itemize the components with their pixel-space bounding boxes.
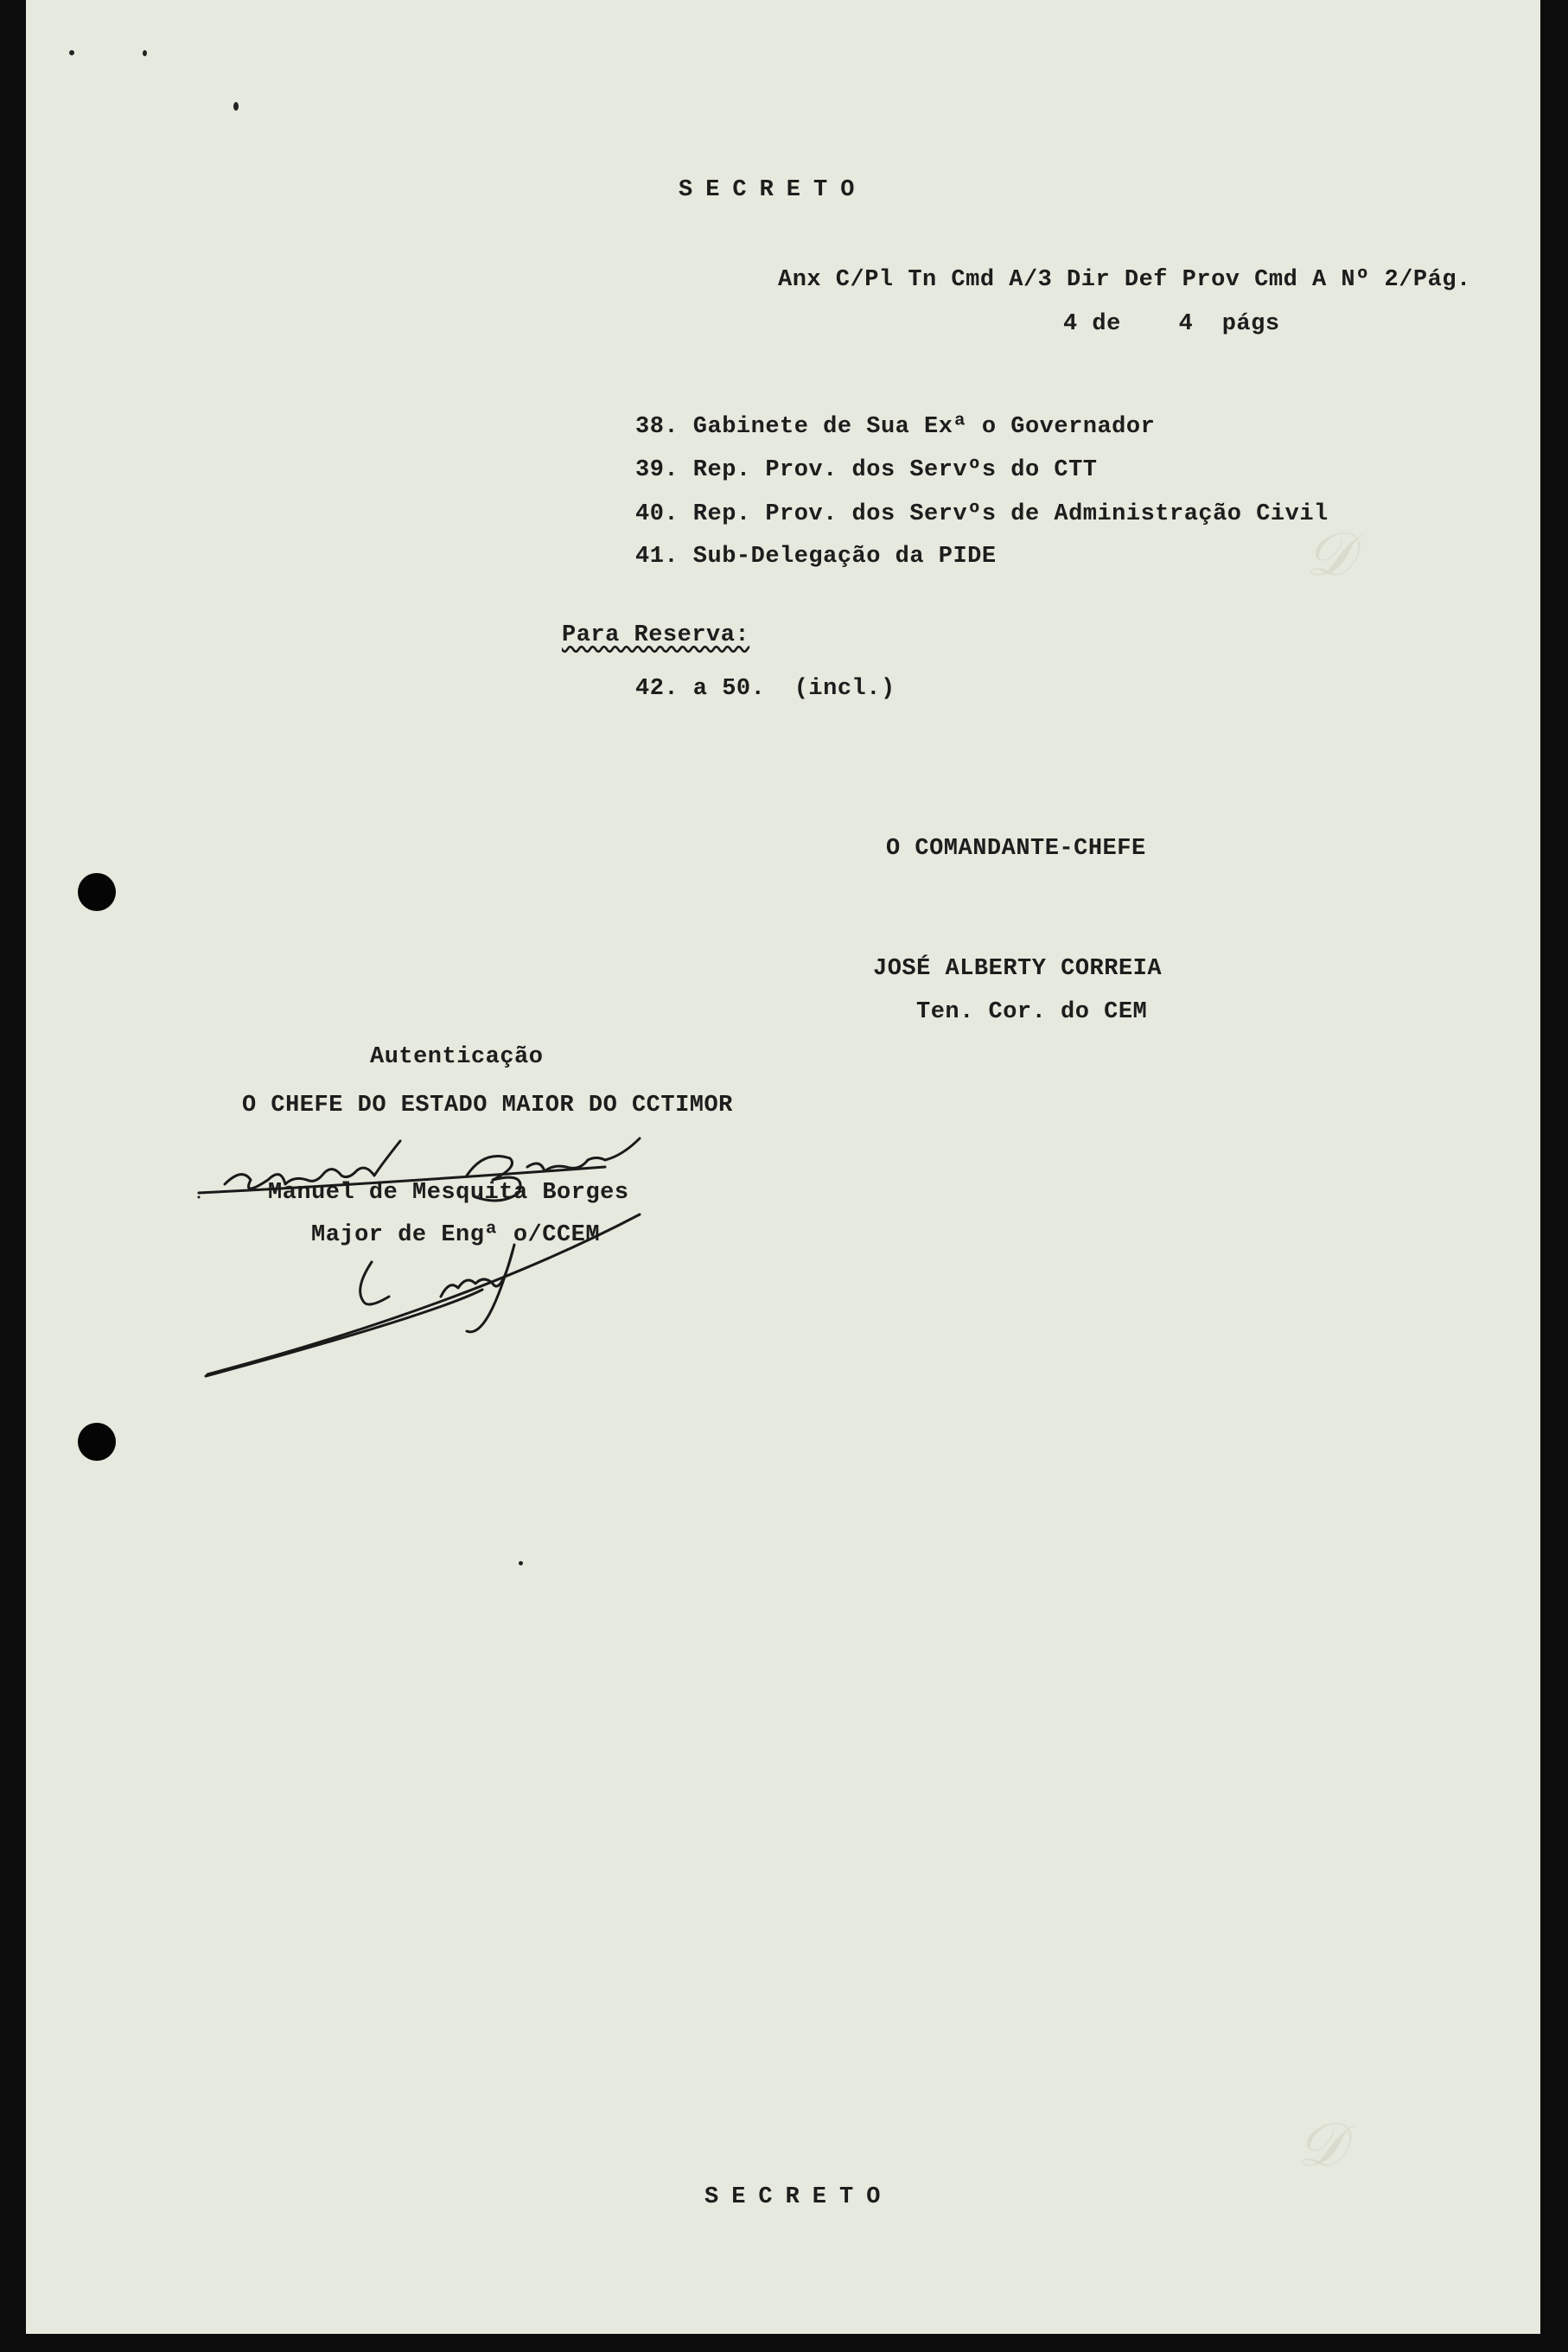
document-page [26,0,1540,2334]
list-item: 40. Rep. Prov. dos Servºs de Administração Civil [635,501,1329,527]
ghost-impression: 𝒟 [1305,519,1354,590]
list-item: 39. Rep. Prov. dos Servºs do CTT [635,457,1098,483]
reference-line: Anx C/Pl Tn Cmd A/3 Dir Def Prov Cmd A Nº 2/Pág. [778,267,1471,293]
authentication-heading: Autenticação [370,1044,544,1070]
commander-title: O COMANDANTE-CHEFE [886,836,1146,862]
punch-hole [78,873,116,911]
authentication-rank: Major de Engª o/CCEM [311,1222,601,1248]
reserve-item: 42. a 50. (incl.) [635,676,896,702]
authentication-name: Manuel de Mesquita Borges [268,1180,629,1206]
classification-header: SECRETO [679,177,868,203]
ink-speck [143,50,147,56]
ink-speck [69,50,74,55]
commander-rank: Ten. Cor. do CEM [916,999,1148,1025]
list-item: 38. Gabinete de Sua Exª o Governador [635,414,1156,440]
reserve-heading: Para Reserva: [562,622,750,648]
list-item: 41. Sub-Delegação da PIDE [635,544,997,570]
ghost-impression: 𝒟 [1297,2109,1345,2180]
ink-speck [519,1561,523,1565]
ink-speck [233,102,239,111]
authentication-title: O CHEFE DO ESTADO MAIOR DO CCTIMOR [242,1093,733,1119]
page-count: 4 de 4 págs [1063,311,1280,337]
punch-hole [78,1423,116,1461]
commander-name: JOSÉ ALBERTY CORREIA [873,956,1163,982]
handwritten-signature [182,1115,787,1374]
classification-footer: SECRETO [704,2184,894,2210]
